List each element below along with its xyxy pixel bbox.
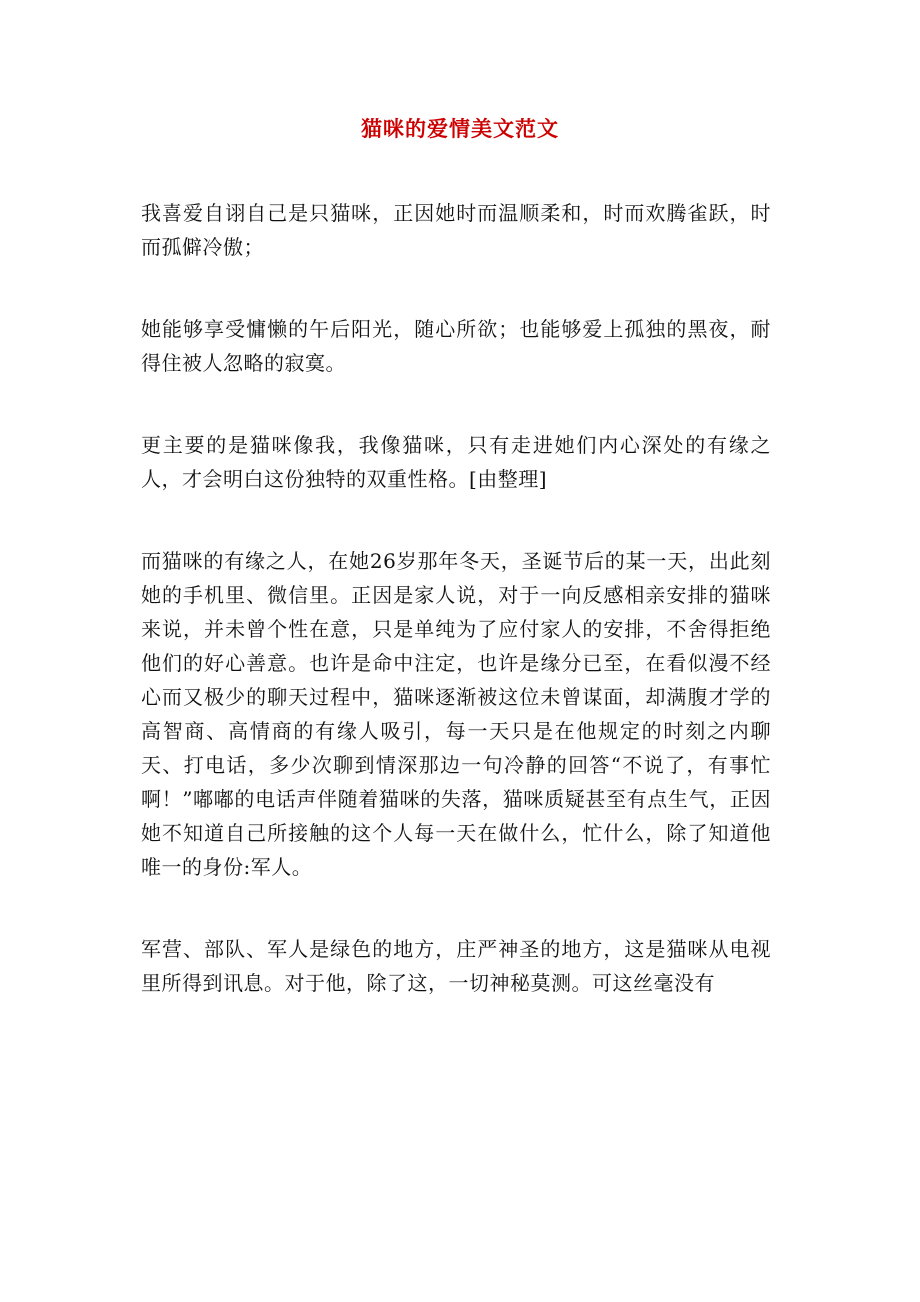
- paragraph-1: 我喜爱自诩自己是只猫咪，正因她时而温顺柔和，时而欢腾雀跃，时而孤僻冷傲；: [141, 201, 771, 259]
- document-title: 猫咪的爱情美文范文: [361, 116, 559, 141]
- paragraph-2: 她能够享受慵懒的午后阳光，随心所欲；也能够爱上孤独的黑夜，耐得住被人忽略的寂寞。: [141, 317, 771, 375]
- paragraph-5: 军营、部队、军人是绿色的地方，庄严神圣的地方，这是猫咪从电视里所得到讯息。对于他，除了这，一切神秘莫测。可这丝毫没有: [141, 937, 771, 995]
- paragraph-3: 更主要的是猫咪像我，我像猫咪，只有走进她们内心深处的有缘之人，才会明白这份独特的双重性格。[由整理]: [141, 433, 771, 491]
- paragraph-4: 而猫咪的有缘之人，在她26岁那年冬天，圣诞节后的某一天，出此刻她的手机里、微信里。正因是家人说，对于一向反感相亲安排的猫咪来说，并未曾个性在意，只是单纯为了应付家人的安排，不舍得拒绝他们的好心善意。也许是命中注定，也许是缘分已至，在看似漫不经心而又极少的聊天过程中，猫咪逐渐被这位未曾谋面，却满腹才学的高智商、高情商的有缘人吸引，每一天只是在他规定的时刻之内聊天、打电话，多少次聊到情深那边一句冷静的回答“不说了，有事忙啊！”嘟嘟的电话声伴随着猫咪的失落，猫咪质疑甚至有点生气，正因她不知道自己所接触的这个人每一天在做什么，忙什么，除了知道他唯一的身份:军人。: [141, 549, 771, 879]
- document-body: [141, 196, 771, 1048]
